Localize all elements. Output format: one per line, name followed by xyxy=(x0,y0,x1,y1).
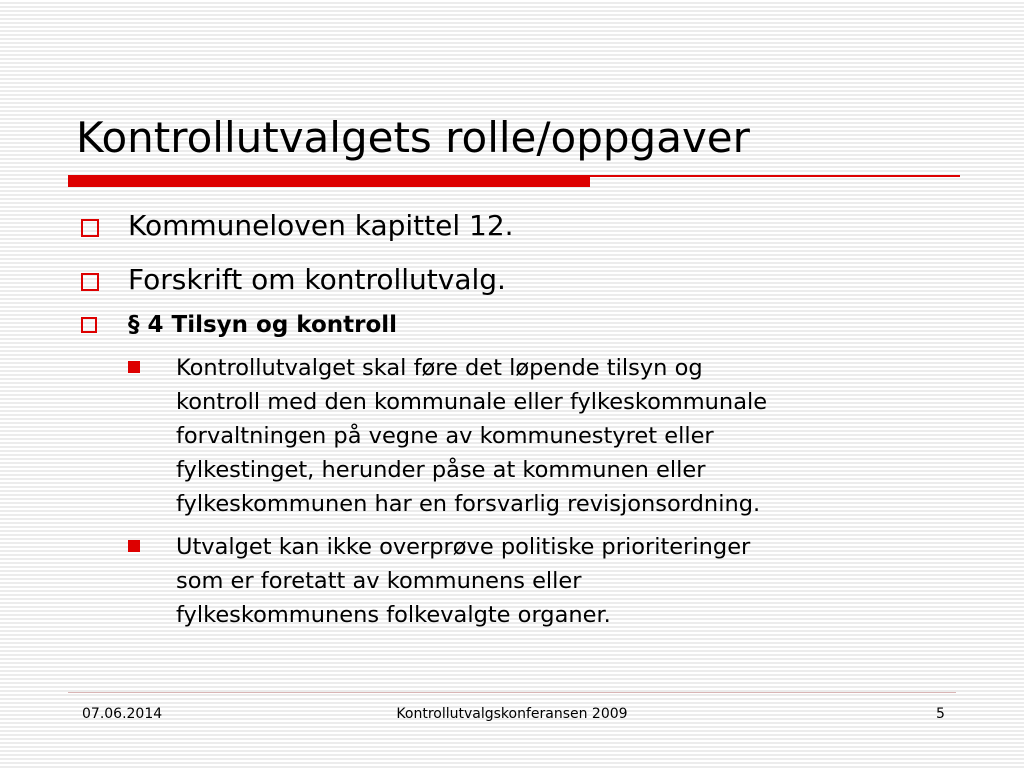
sub-bullet-2-line-2: som er foretatt av kommunens eller xyxy=(176,568,582,594)
bullet-text-3: § 4 Tilsyn og kontroll xyxy=(128,312,398,338)
title-underline-line xyxy=(590,175,960,177)
hollow-square-icon xyxy=(81,219,99,237)
filled-square-icon xyxy=(128,361,140,373)
sub-bullet-1-line-1: Kontrollutvalget skal føre det løpende tilsyn og xyxy=(176,355,703,381)
bullet-text-1: Kommuneloven kapittel 12. xyxy=(128,209,514,242)
sub-bullet-1-line-5: fylkeskommunen har en forsvarlig revisjonsordning. xyxy=(176,491,761,517)
hollow-square-icon xyxy=(81,317,97,333)
title-underline-bar xyxy=(68,175,590,187)
sub-bullet-2-line-3: fylkeskommunens folkevalgte organer. xyxy=(176,602,611,628)
footer-date: 07.06.2014 xyxy=(82,706,163,722)
footer-divider xyxy=(68,692,956,693)
footer-title: Kontrollutvalgskonferansen 2009 xyxy=(396,706,628,722)
footer-page-number: 5 xyxy=(936,706,945,722)
filled-square-icon xyxy=(128,540,140,552)
sub-bullet-2-line-1: Utvalget kan ikke overprøve politiske prioriteringer xyxy=(176,534,751,560)
sub-bullet-1-line-4: fylkestinget, herunder påse at kommunen eller xyxy=(176,457,706,483)
slide-title: Kontrollutvalgets rolle/oppgaver xyxy=(76,113,750,162)
hollow-square-icon xyxy=(81,273,99,291)
sub-bullet-1-line-2: kontroll med den kommunale eller fylkeskommunale xyxy=(176,389,768,415)
bullet-text-2: Forskrift om kontrollutvalg. xyxy=(128,263,506,296)
sub-bullet-1-line-3: forvaltningen på vegne av kommunestyret eller xyxy=(176,423,714,449)
